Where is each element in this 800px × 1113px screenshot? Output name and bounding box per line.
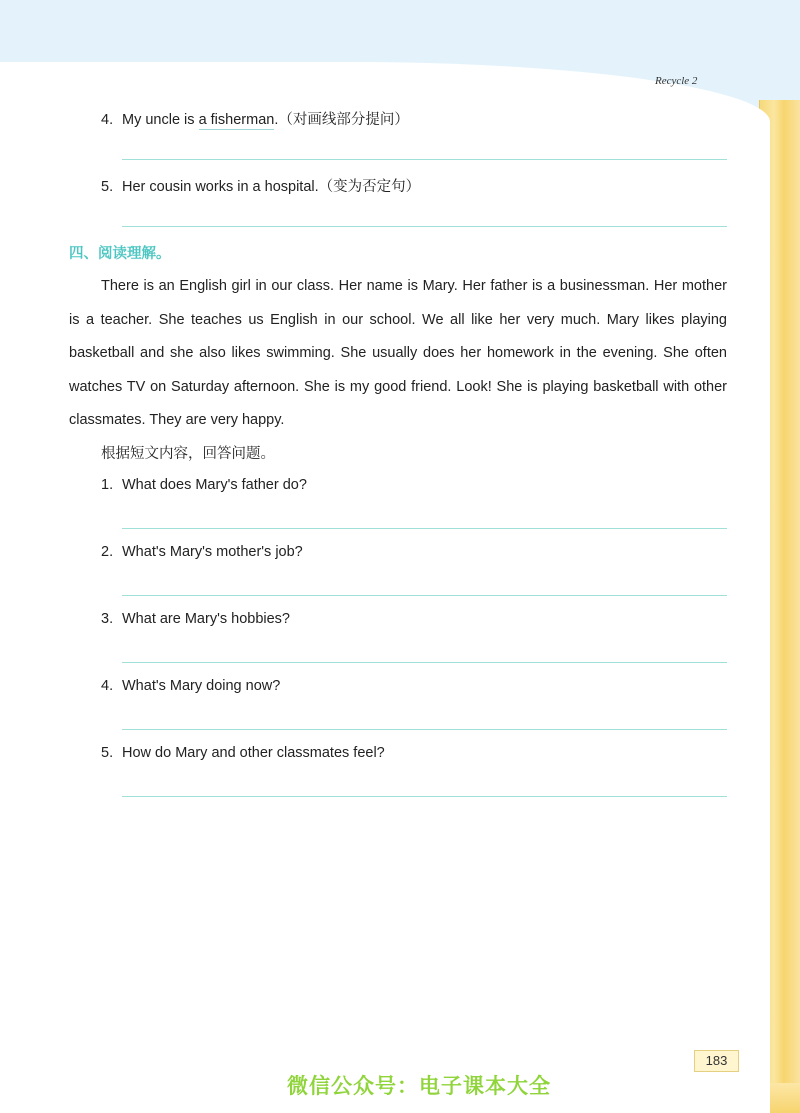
exercise3-item-5 — [101, 175, 420, 196]
question-number: 2. — [101, 544, 114, 560]
question-text: What's Mary's mother's job? — [122, 544, 303, 560]
answer-line[interactable] — [122, 159, 727, 160]
reading-question-1 — [101, 477, 307, 493]
question-text: What are Mary's hobbies? — [122, 611, 290, 627]
watermark-text: 微信公众号：电子课本大全 — [287, 1075, 551, 1098]
reading-question-2 — [101, 544, 303, 560]
unit-header: Recycle 2 — [655, 75, 698, 87]
reading-passage — [69, 270, 727, 438]
reading-question-3 — [101, 611, 290, 627]
answer-line[interactable] — [122, 662, 727, 663]
item-text-before: My uncle is — [122, 112, 199, 128]
item-number: 5. — [101, 179, 114, 195]
reading-section-heading: 四、阅读理解。 — [69, 246, 171, 262]
question-number: 5. — [101, 745, 114, 761]
item-number: 4. — [101, 112, 114, 128]
exercise3-item-4 — [101, 108, 409, 129]
item-text-after: .（对画线部分提问） — [274, 112, 409, 128]
reading-question-4 — [101, 678, 280, 694]
answer-line[interactable] — [122, 528, 727, 529]
answer-line[interactable] — [122, 729, 727, 730]
question-text: What's Mary doing now? — [122, 678, 281, 694]
question-number: 3. — [101, 611, 114, 627]
question-number: 4. — [101, 678, 114, 694]
question-text: How do Mary and other classmates feel? — [122, 745, 385, 761]
reading-instruction: 根据短文内容，回答问题。 — [101, 446, 275, 462]
answer-line[interactable] — [122, 595, 727, 596]
answer-line[interactable] — [122, 796, 727, 797]
item-text: Her cousin works in a hospital.（变为否定句） — [122, 179, 421, 195]
answer-line[interactable] — [122, 226, 727, 227]
page-number: 183 — [694, 1050, 739, 1072]
passage-text: There is an English girl in our class. Her name is Mary. Her father is a businessman. Her mother is a teacher. She teaches us English in our school. We all like her very much. Mary likes playing basketball and she also likes swimming. She usually does her homework in the evening. She often watches TV on Saturday afternoon. She is my good friend. Look! She is playing basketball with other classmates. They are very happy. — [69, 278, 727, 428]
question-number: 1. — [101, 477, 114, 493]
reading-question-5 — [101, 745, 385, 761]
page-sheet — [0, 62, 770, 1113]
item-underlined-phrase: a fisherman — [198, 112, 275, 128]
question-text: What does Mary's father do? — [122, 477, 307, 493]
